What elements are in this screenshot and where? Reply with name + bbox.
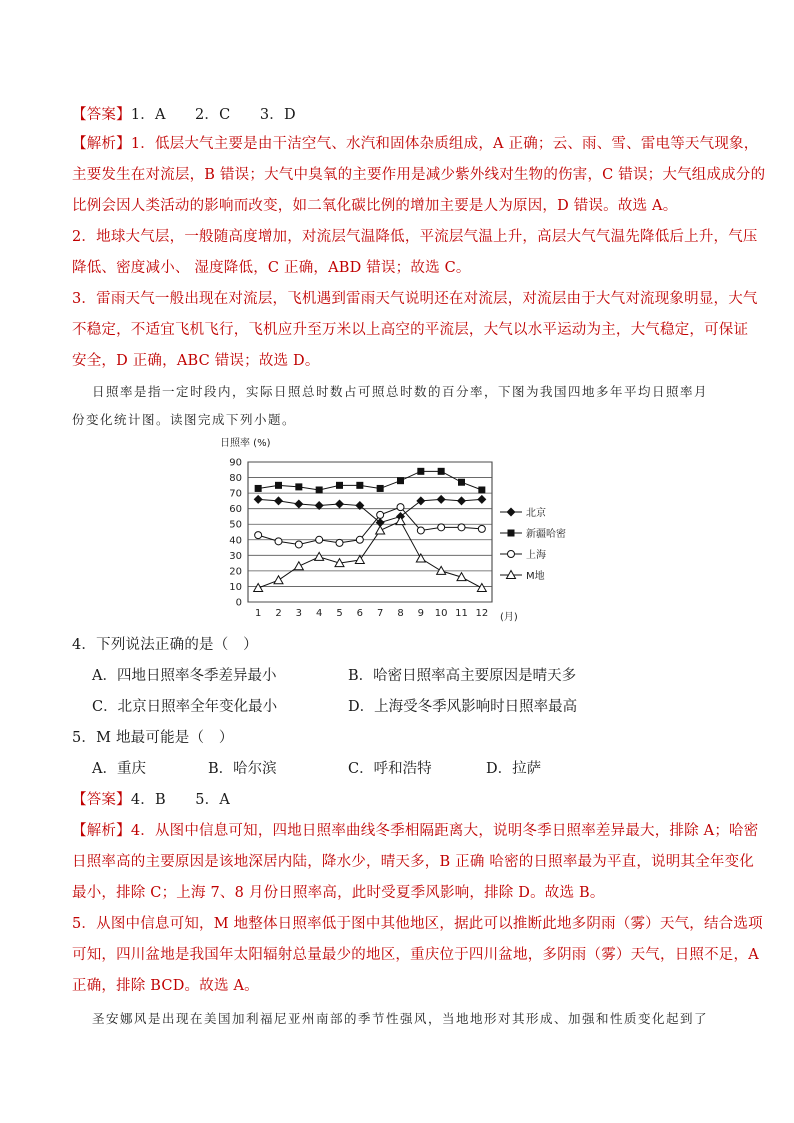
legend-marker-circle	[508, 551, 515, 558]
analysis-text: 1．低层大气主要是由干洁空气、水汽和固体杂质组成，A 正确；云、雨、雪、雷电等天气现象，	[130, 136, 759, 152]
y-tick-label: 30	[229, 550, 242, 562]
y-tick-label: 0	[235, 597, 242, 609]
data-point-circle	[255, 532, 262, 539]
answer-line-2	[72, 788, 230, 809]
data-point-circle	[458, 524, 465, 531]
analysis-text: 正确，排除 BCD。故选 A。	[72, 978, 259, 994]
data-point-square	[417, 468, 424, 475]
data-point-square	[295, 483, 302, 490]
analysis-tag: 【解析】	[72, 136, 131, 152]
sunshine-rate-chart	[210, 432, 590, 627]
q4-option-d[interactable]: D．上海受冬季风影响时日照率最高	[348, 699, 578, 715]
y-tick-label: 50	[229, 519, 242, 531]
analysis-text: 2．地球大气层，一般随高度增加，对流层气温降低，平流层气温上升，高层大气气温先降低后上升，气压	[72, 229, 758, 245]
analysis-tag: 【解析】	[72, 823, 131, 839]
analysis-line	[72, 819, 758, 840]
data-point-circle	[275, 538, 282, 545]
data-point-circle	[295, 541, 302, 548]
intro-text: 份变化统计图。读图完成下列小题。	[72, 412, 297, 427]
data-point-triangle	[376, 526, 385, 534]
answer-text: 1．A 2．C 3．D	[130, 107, 296, 123]
x-axis-label: (月)	[500, 612, 518, 623]
analysis-text: 5．从图中信息可知，M 地整体日照率低于图中其他地区，据此可以推断此地多阴雨（雾）天气，结合选项	[72, 916, 763, 932]
y-axis-label: 日照率 (%)	[220, 438, 271, 449]
analysis-text: 4．从图中信息可知，四地日照率曲线冬季相隔距离大，说明冬季日照率差异最大，排除 A；哈密	[130, 823, 759, 839]
legend-marker-diamond	[507, 508, 516, 517]
analysis-text: 最小，排除 C；上海 7、8 月份日照率高，此时受夏季风影响，排除 D。故选 B。	[72, 885, 605, 901]
data-point-square	[255, 485, 262, 492]
legend-marker-square	[508, 530, 515, 537]
analysis-text: 不稳定，不适宜飞机飞行，飞机应升至万米以上高空的平流层，大气以水平运动为主，大气稳定，可保证	[72, 322, 749, 338]
question-4-stem: 4．下列说法正确的是（ ）	[72, 637, 258, 653]
x-tick-label: 5	[336, 608, 343, 619]
series-line-circle	[258, 507, 482, 544]
analysis-text: 日照率高的主要原因是该地深居内陆，降水少，晴天多，B 正确 哈密的日照率最为平直，说明其全年变化	[72, 854, 754, 870]
data-point-triangle	[437, 566, 446, 574]
data-point-square	[275, 482, 282, 489]
answer-tag: 【答案】	[72, 107, 131, 123]
analysis-text: 可知，四川盆地是我国年太阳辐射总量最少的地区，重庆位于四川盆地，多阴雨（雾）天气，日照不足，A	[72, 947, 759, 963]
data-point-circle	[438, 524, 445, 531]
y-tick-label: 70	[229, 488, 242, 500]
y-tick-label: 10	[229, 581, 242, 593]
data-point-square	[356, 482, 363, 489]
x-tick-label: 4	[315, 608, 323, 619]
x-tick-label: 1	[254, 608, 262, 619]
data-point-circle	[478, 525, 485, 532]
series-line-square	[258, 471, 482, 490]
data-point-diamond	[335, 500, 344, 509]
analysis-text: 主要发生在对流层，B 错误；大气中臭氧的主要作用是减少紫外线对生物的伤害，C 错误；大气组成成分的	[72, 167, 766, 183]
y-tick-label: 90	[229, 457, 242, 469]
data-point-square	[458, 479, 465, 486]
x-tick-label: 7	[376, 608, 384, 619]
data-point-circle	[377, 511, 384, 518]
next-passage-text: 圣安娜风是出现在美国加利福尼亚州南部的季节性强风，当地地形对其形成、加强和性质变化起到了	[92, 1011, 709, 1026]
plot-frame	[248, 462, 492, 602]
data-point-square	[478, 487, 485, 494]
series-line-triangle	[258, 521, 482, 588]
question-5-stem: 5．M 地最可能是（ ）	[72, 730, 234, 746]
series-line-diamond	[258, 499, 482, 522]
data-point-diamond	[416, 496, 425, 505]
answer-line-1	[72, 103, 296, 124]
x-tick-label: 3	[295, 608, 303, 619]
x-tick-label: 6	[356, 608, 364, 619]
legend-label: M地	[526, 571, 545, 582]
x-tick-label: 11	[455, 608, 468, 619]
analysis-text: 3．雷雨天气一般出现在对流层，飞机遇到雷雨天气说明还在对流层，对流层由于大气对流现象明显，大气	[72, 291, 758, 307]
answer-text: 4．B 5．A	[130, 792, 230, 808]
y-tick-label: 40	[229, 535, 242, 547]
x-tick-label: 10	[434, 608, 448, 619]
analysis-text: 安全，D 正确，ABC 错误；故选 D。	[72, 353, 320, 369]
legend-label: 上海	[526, 550, 546, 561]
data-point-triangle	[355, 556, 364, 564]
q4-option-b[interactable]: B．哈密日照率高主要原因是晴天多	[348, 668, 577, 684]
data-point-triangle	[477, 584, 486, 592]
data-point-triangle	[254, 584, 263, 592]
data-point-circle	[417, 527, 424, 534]
data-point-square	[438, 468, 445, 475]
x-tick-label: 8	[397, 608, 404, 619]
legend-label: 新疆哈密	[526, 529, 566, 540]
intro-text: 日照率是指一定时段内，实际日照总时数占可照总时数的百分率，下图为我国四地多年平均日照率月	[92, 384, 709, 399]
data-point-square	[397, 477, 404, 484]
x-tick-label: 12	[475, 608, 489, 619]
y-tick-label: 80	[229, 473, 242, 485]
q5-option-c[interactable]: C．呼和浩特	[348, 761, 432, 777]
data-point-triangle	[294, 562, 303, 570]
data-point-circle	[316, 536, 323, 543]
analysis-text: 降低、密度减小、 湿度降低，C 正确，ABD 错误；故选 C。	[72, 260, 471, 276]
data-point-triangle	[274, 576, 283, 584]
q4-option-a[interactable]: A．四地日照率冬季差异最小	[92, 668, 277, 684]
x-tick-label: 9	[417, 608, 425, 619]
x-tick-label: 2	[275, 608, 282, 619]
y-tick-label: 60	[229, 504, 242, 516]
q5-option-d[interactable]: D．拉萨	[486, 761, 542, 777]
data-point-diamond	[437, 495, 446, 504]
data-point-diamond	[274, 496, 283, 505]
q5-option-b[interactable]: B．哈尔滨	[208, 761, 277, 777]
data-point-diamond	[294, 500, 303, 509]
y-tick-label: 20	[229, 566, 242, 578]
analysis-text: 比例会因人类活动的影响而改变，如二氧化碳比例的增加主要是人为原因，D 错误。故选 A。	[72, 198, 678, 214]
q4-option-c[interactable]: C．北京日照率全年变化最小	[92, 699, 278, 715]
answer-tag: 【答案】	[72, 792, 131, 808]
data-point-diamond	[457, 496, 466, 505]
data-point-square	[316, 487, 323, 494]
data-point-square	[336, 482, 343, 489]
data-point-diamond	[477, 495, 486, 504]
q5-option-a[interactable]: A．重庆	[92, 761, 146, 777]
data-point-circle	[336, 539, 343, 546]
data-point-triangle	[315, 552, 324, 560]
legend-label: 北京	[526, 508, 546, 519]
analysis-line	[72, 132, 758, 153]
data-point-circle	[397, 504, 404, 511]
data-point-diamond	[254, 495, 263, 504]
data-point-square	[377, 485, 384, 492]
data-point-circle	[356, 536, 363, 543]
